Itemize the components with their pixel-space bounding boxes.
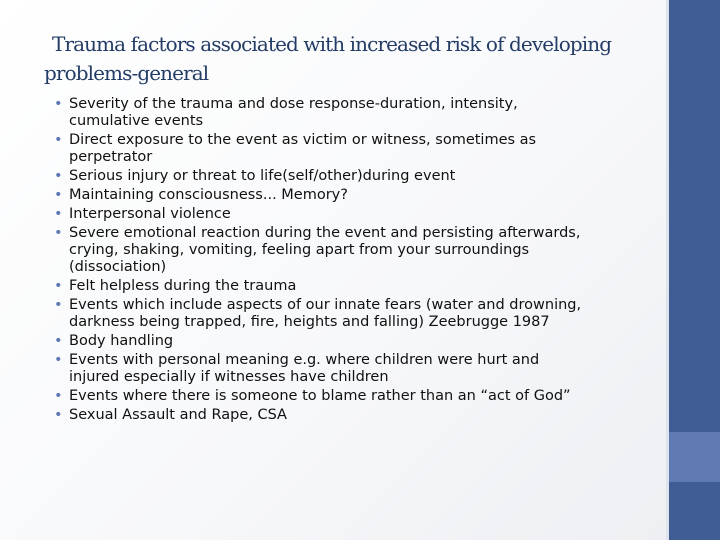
bullet-line: • Maintaining consciousness... Memory? <box>69 187 348 203</box>
bullet-item <box>54 297 644 331</box>
bullet-line: • Interpersonal violence <box>69 206 231 222</box>
bullet-line: • Body handling <box>69 333 174 349</box>
bullet-line: cumulative events <box>69 113 204 129</box>
bullet-item <box>54 278 644 295</box>
bullet-line: • Events which include aspects of our innate fears (water and drowning, <box>69 297 582 313</box>
slide-title-line-1: Trauma factors associated with increased risk of developing <box>52 32 612 56</box>
bullet-item <box>54 225 644 276</box>
bullet-item <box>54 407 644 424</box>
bullet-item <box>54 168 644 185</box>
bullet-line: perpetrator <box>69 149 153 165</box>
sidebar-accent-block <box>669 432 720 482</box>
bullet-item <box>54 96 644 130</box>
bullet-line: • Direct exposure to the event as victim or witness, sometimes as <box>69 132 537 148</box>
bullet-line: • Events with personal meaning e.g. where children were hurt and <box>69 352 540 368</box>
bullet-line: • Sexual Assault and Rape, CSA <box>69 407 287 423</box>
bullet-item <box>54 132 644 166</box>
bullet-item <box>54 333 644 350</box>
bullet-item <box>54 352 644 386</box>
bullet-line: injured especially if witnesses have children <box>69 369 389 385</box>
bullet-item <box>54 187 644 204</box>
bullet-line: • Severity of the trauma and dose response-duration, intensity, <box>69 96 518 112</box>
slide-title <box>44 30 654 88</box>
slide-title-line-2: problems-general <box>44 61 209 85</box>
bullet-line: crying, shaking, vomiting, feeling apart from your surroundings <box>69 242 530 258</box>
bullet-line: darkness being trapped, fire, heights and falling) Zeebrugge 1987 <box>69 314 550 330</box>
bullet-line: (dissociation) <box>69 259 167 275</box>
bullet-item <box>54 388 644 405</box>
bullet-line: • Severe emotional reaction during the event and persisting afterwards, <box>69 225 581 241</box>
bullet-line: • Felt helpless during the trauma <box>69 278 297 294</box>
bullet-line: • Serious injury or threat to life(self/other)during event <box>69 168 456 184</box>
bullet-item <box>54 206 644 223</box>
bullet-list <box>54 96 644 426</box>
bullet-line: • Events where there is someone to blame rather than an “act of God” <box>69 388 571 404</box>
